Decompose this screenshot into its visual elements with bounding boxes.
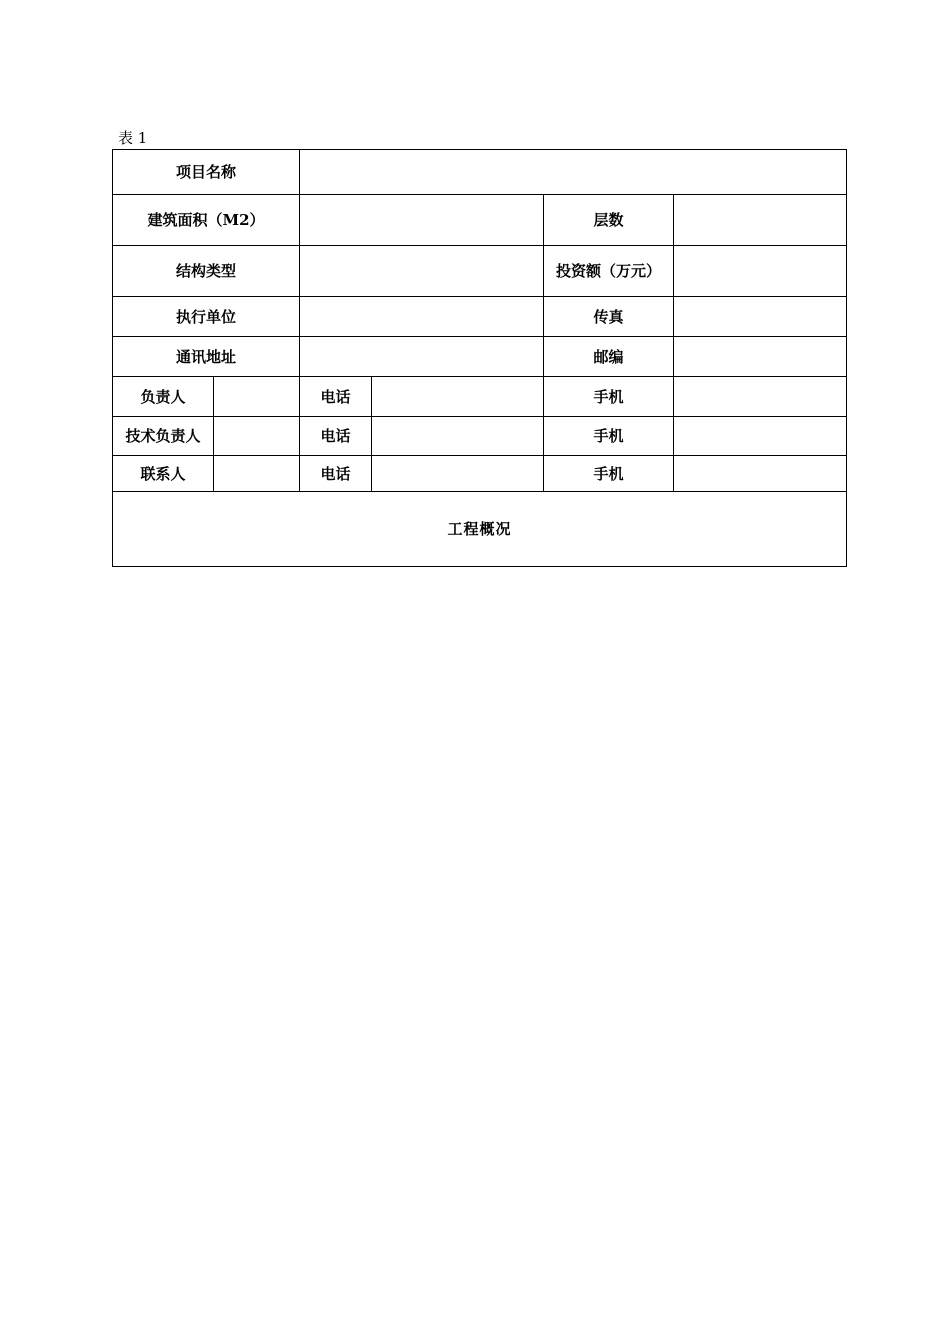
label-postcode: 邮编: [544, 337, 674, 377]
field-fax[interactable]: [674, 297, 847, 337]
project-info-table: [112, 149, 847, 567]
field-phone-person-in-charge[interactable]: [372, 377, 544, 417]
field-person-in-charge[interactable]: [214, 377, 300, 417]
label-phone: 电话: [300, 456, 372, 492]
label-phone: 电话: [300, 377, 372, 417]
field-contact-person[interactable]: [214, 456, 300, 492]
label-contact-person: 联系人: [113, 456, 214, 492]
table-row: [113, 337, 847, 377]
label-mailing-address: 通讯地址: [113, 337, 300, 377]
label-investment: 投资额（万元）: [544, 246, 674, 297]
table-row: [113, 246, 847, 297]
label-mobile: 手机: [544, 456, 674, 492]
field-investment[interactable]: [674, 246, 847, 297]
table-caption: 表 1: [118, 129, 148, 147]
field-mobile-contact[interactable]: [674, 456, 847, 492]
table-row: [113, 377, 847, 417]
table-row: [113, 195, 847, 246]
label-floors: 层数: [544, 195, 674, 246]
label-executing-unit: 执行单位: [113, 297, 300, 337]
section-title-project-overview: 工程概况: [113, 492, 847, 567]
field-phone-contact[interactable]: [372, 456, 544, 492]
field-phone-tech-person[interactable]: [372, 417, 544, 456]
field-postcode[interactable]: [674, 337, 847, 377]
field-building-area[interactable]: [300, 195, 544, 246]
field-tech-person-in-charge[interactable]: [214, 417, 300, 456]
label-project-name: 项目名称: [113, 150, 300, 195]
field-project-name[interactable]: [300, 150, 847, 195]
label-tech-person-in-charge: 技术负责人: [113, 417, 214, 456]
label-structure-type: 结构类型: [113, 246, 300, 297]
field-structure-type[interactable]: [300, 246, 544, 297]
field-mobile-tech-person[interactable]: [674, 417, 847, 456]
label-building-area: 建筑面积（M2）: [113, 195, 300, 246]
label-mobile: 手机: [544, 417, 674, 456]
table-row: [113, 417, 847, 456]
label-phone: 电话: [300, 417, 372, 456]
table-row: [113, 492, 847, 567]
field-floors[interactable]: [674, 195, 847, 246]
field-mailing-address[interactable]: [300, 337, 544, 377]
field-executing-unit[interactable]: [300, 297, 544, 337]
field-mobile-person-in-charge[interactable]: [674, 377, 847, 417]
table-row: [113, 456, 847, 492]
label-mobile: 手机: [544, 377, 674, 417]
label-fax: 传真: [544, 297, 674, 337]
table-row: [113, 150, 847, 195]
label-person-in-charge: 负责人: [113, 377, 214, 417]
table-row: [113, 297, 847, 337]
